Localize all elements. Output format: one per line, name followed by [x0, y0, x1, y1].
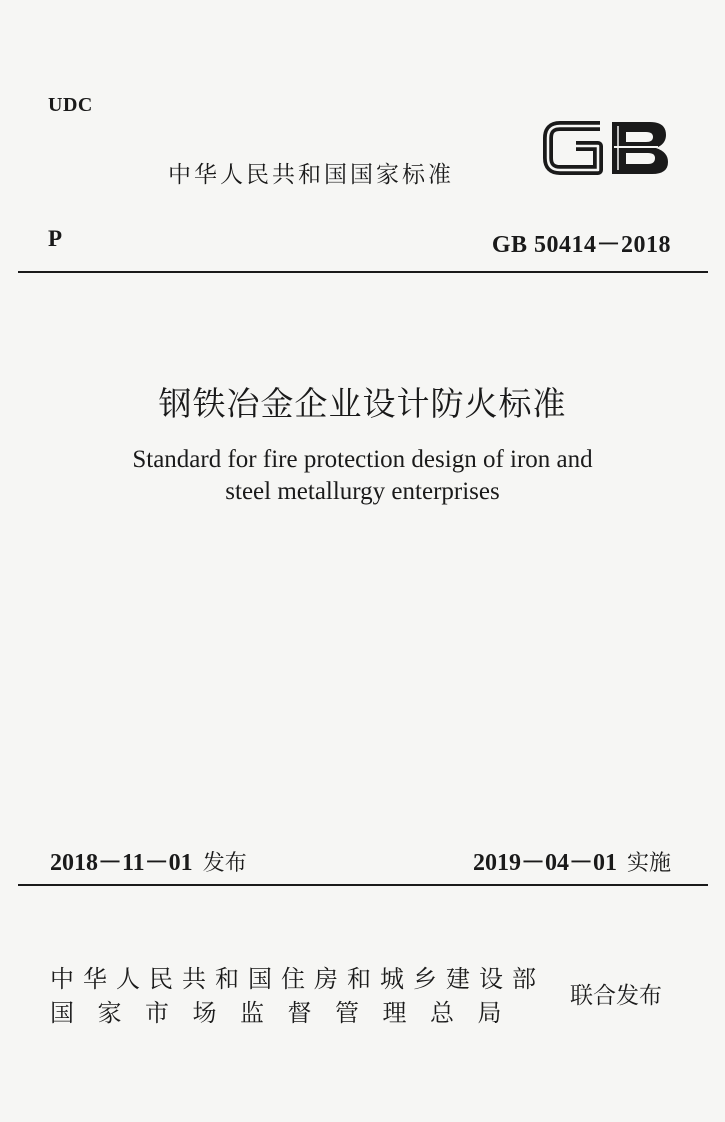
issue-date-block — [50, 842, 247, 877]
issue-label: 发布 — [202, 851, 247, 876]
national-standard-heading: 中华人民共和国国家标准 — [168, 162, 454, 188]
issuer-ministry: 中华人民共和国住房和城乡建设部 — [50, 965, 545, 993]
joint-issue-label: 联合发布 — [570, 983, 662, 1009]
title-chinese: 钢铁冶金企业设计防火标准 — [158, 384, 567, 423]
title-english-line2: steel metallurgy enterprises — [225, 478, 500, 505]
implement-date-block — [473, 842, 671, 877]
category-code: P — [48, 226, 63, 251]
udc-label: UDC — [48, 94, 93, 116]
issuers-block — [50, 962, 545, 1030]
header-divider — [18, 271, 708, 273]
implement-date: 2019－04－01 — [472, 850, 617, 876]
footer-divider — [18, 884, 708, 886]
title-english — [0, 444, 725, 508]
title-english-line1: Standard for fire protection design of iron and — [132, 446, 593, 473]
standard-code: GB 50414－2018 — [491, 232, 671, 258]
implement-label: 实施 — [626, 851, 671, 876]
gb-logo — [542, 116, 672, 180]
issue-date: 2018－11－01 — [50, 850, 193, 876]
issuer-administration: 国家市场监督管理总局 — [50, 999, 525, 1027]
